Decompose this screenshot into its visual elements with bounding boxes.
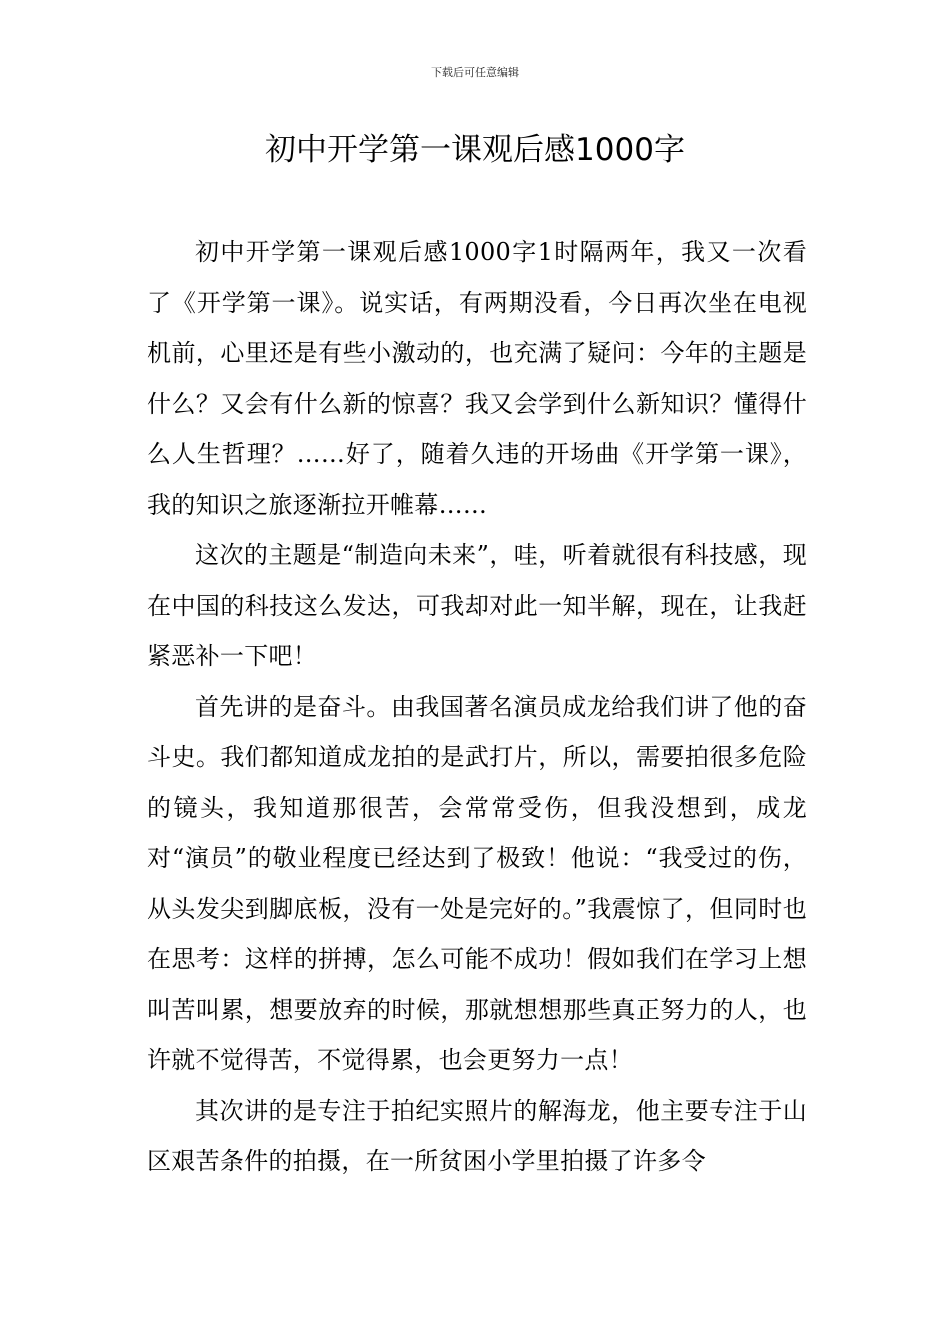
paragraph-4: 其次讲的是专注于拍纪实照片的解海龙，他主要专注于山区艰苦条件的拍摄，在一所贫困小学里拍摄了许多令 (147, 1096, 807, 1175)
paragraph-3: 首先讲的是奋斗。由我国著名演员成龙给我们讲了他的奋斗史。我们都知道成龙拍的是武打片，所以，需要拍很多危险的镜头，我知道那很苦，会常常受伤，但我没想到，成龙对“演员”的敬业程度已经达到了极致！他说：“我受过的伤，从头发尖到脚底板，没有一处是完好的。”我震惊了，但同时也在思考：这样的拼搏，怎么可能不成功！假如我们在学习上想叫苦叫累，想要放弃的时候，那就想想那些真正努力的人，也许就不觉得苦，不觉得累，也会更努力一点！ (147, 692, 807, 1074)
paragraph-2: 这次的主题是“制造向未来”，哇，听着就很有科技感，现在中国的科技这么发达，可我却对此一知半解，现在，让我赶紧恶补一下吧！ (147, 541, 807, 670)
paragraph-1: 初中开学第一课观后感1000字1时隔两年，我又一次看了《开学第一课》。说实话，有两期没看，今日再次坐在电视机前，心里还是有些小激动的，也充满了疑问：今年的主题是什么？又会有什么新的惊喜？我又会学到什么新知识？懂得什么人生哲理？……好了，随着久违的开场曲《开学第一课》，我的知识之旅逐渐拉开帷幕…… (147, 238, 807, 519)
document-body (147, 227, 807, 1187)
header-note: 下载后可任意编辑 (431, 66, 519, 79)
document-title: 初中开学第一课观后感1000字 (265, 132, 685, 168)
